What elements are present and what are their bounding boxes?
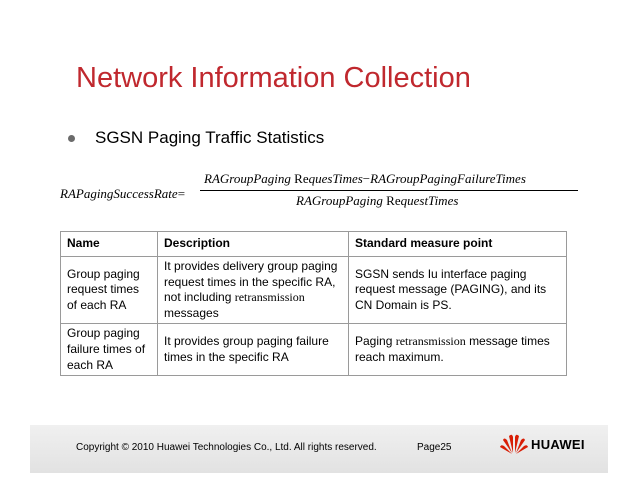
formula-lhs-var: RAPagingSuccessRate xyxy=(60,186,178,201)
row2-name: Group paging failure times of each RA xyxy=(61,324,158,376)
huawei-wordmark: HUAWEI xyxy=(531,436,585,452)
formula-equals: = xyxy=(177,186,186,201)
header-measure-point: Standard measure point xyxy=(349,232,567,257)
formula-den-a: RAGroupPaging xyxy=(296,193,383,208)
row2-point-b: message times reach maximum. xyxy=(355,334,550,364)
formula-den-re: Re xyxy=(386,193,401,208)
formula-num-a: RAGroupPaging xyxy=(204,171,291,186)
row2-measure-point xyxy=(349,324,567,376)
row1-desc-serif: retransmission xyxy=(234,290,305,305)
formula-lhs xyxy=(60,186,185,202)
formula-denominator xyxy=(296,193,458,209)
row1-name: Group paging request times of each RA xyxy=(61,257,158,324)
header-name: Name xyxy=(61,232,158,257)
table-row xyxy=(61,257,567,324)
row1-measure-point: SGSN sends Iu interface paging request message (PAGING), and its CN Domain is PS. xyxy=(349,257,567,324)
page-number: Page25 xyxy=(417,442,452,453)
huawei-flower-icon xyxy=(500,433,528,455)
statistics-table xyxy=(60,231,567,376)
formula-num-b: quesTimes xyxy=(308,171,363,186)
row2-point-a: Paging xyxy=(355,334,393,349)
row1-desc-a: It provides delivery group paging request times in the specific RA, not including xyxy=(164,259,338,305)
row1-desc-b: messages xyxy=(164,305,219,320)
bullet-item xyxy=(68,128,324,148)
table-header-row xyxy=(61,232,567,257)
huawei-logo xyxy=(500,433,585,455)
row2-point-serif: retransmission xyxy=(395,334,466,349)
row1-description xyxy=(158,257,349,324)
row2-description: It provides group paging failure times in the specific RA xyxy=(158,324,349,376)
slide-title: Network Information Collection xyxy=(76,62,471,94)
bullet-dot-icon xyxy=(68,135,75,142)
formula-minus: − xyxy=(362,171,371,186)
formula-fraction-bar xyxy=(200,190,578,191)
table-row xyxy=(61,324,567,376)
formula-num-c: RAGroupPagingFailureTimes xyxy=(370,171,526,186)
formula-den-b: questTimes xyxy=(400,193,459,208)
success-rate-formula xyxy=(60,170,580,218)
header-description: Description xyxy=(158,232,349,257)
footer-copyright: Copyright © 2010 Huawei Technologies Co., Ltd. All rights reserved. xyxy=(76,442,377,453)
formula-num-re: Re xyxy=(294,171,309,186)
bullet-text: SGSN Paging Traffic Statistics xyxy=(95,128,325,147)
formula-numerator xyxy=(204,171,526,187)
